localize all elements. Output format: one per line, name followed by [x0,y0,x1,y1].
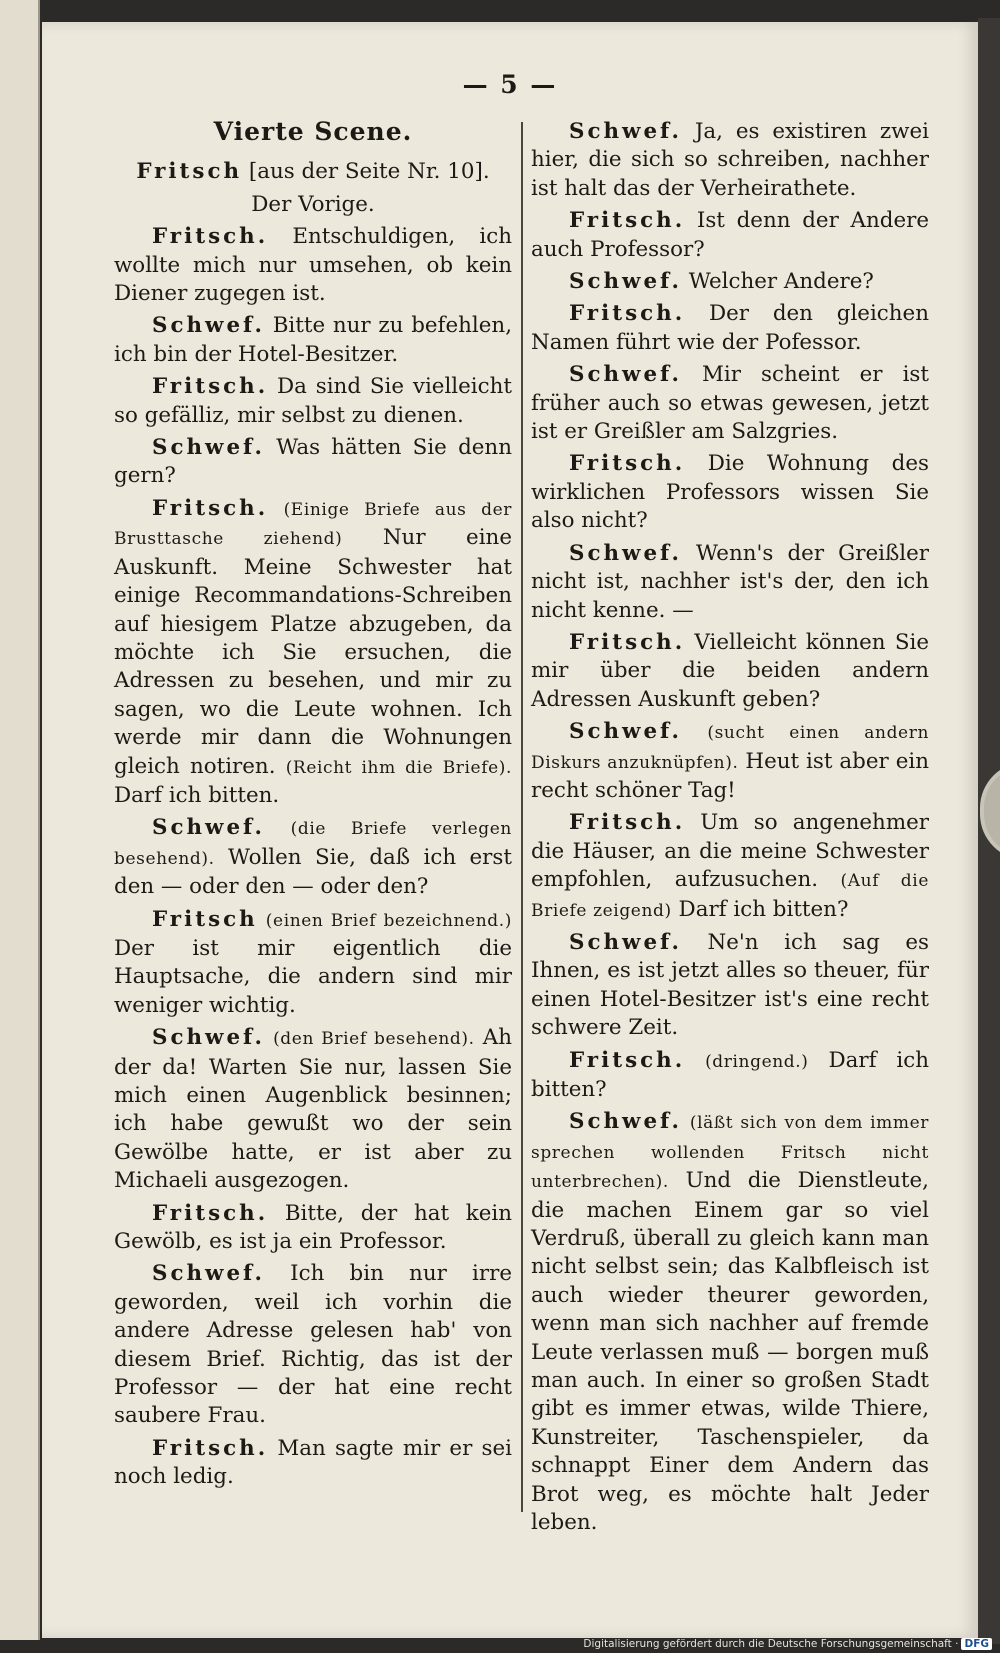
page-number: — 5 — [462,70,558,99]
footer-text: Digitalisierung gefördert durch die Deutsche Forschungsgemeinschaft · [583,1638,959,1650]
speaker-name: Schwef. [569,269,682,295]
dialogue-paragraph [531,1108,929,1537]
dialogue-text: Darf ich bitten? [678,896,849,922]
speaker-name: Fritsch. [152,1200,269,1226]
dialogue-text: Mir scheint er ist früher auch so etwas gewesen, jetzt ist er Greißler am Salzgries. [531,362,929,445]
dialogue-text: Welcher Andere? [688,269,874,295]
dialogue-text: Da sind Sie vielleicht so gefälliz, mir selbst zu dienen. [114,374,512,428]
speaker-name: Schwef. [569,540,682,566]
dialogue-paragraph [531,300,929,357]
speaker-name: Fritsch. [569,208,686,234]
dialogue-text: Nur eine Auskunft. Meine Schwester hat einige Recommandations-Schreiben auf hiesigem Platze abzugeben, da möchte ich Sie ersuchen, die Adressen zu besehen, und mir zu sagen, wo die Leute wohnen. Ich werde mir dann die Wohnungen gleich notiren. [114,525,512,779]
speaker-name: Schwef. [152,435,265,461]
dialogue-paragraph [531,629,929,714]
dialogue-text: Die Wohnung des wirklichen Professors wissen Sie also nicht? [531,451,929,534]
speaker-name: Fritsch. [152,224,269,250]
speaker-name: Fritsch [136,159,243,185]
dialogue-text: Und die Dienstleute, die machen Einem gar so viel Verdruß, überall zu gleich kann man nicht selbst sein; das Kalbfleisch ist auch wieder theurer geworden, wenn man sich nachher auf fremde Leute verlassen muß — borgen muß man auch. In einer so großen Stadt gibt es immer etwas, wilde Thiere, Kunstreiter, Taschenspieler, da schnappt Einer dem Andern das Brot weg, es möchte halt Jeder leben. [531,1168,929,1536]
stage-direction: (Einige Briefe aus der Brusttasche ziehend) [114,499,512,550]
speaker-name: Schwef. [152,815,265,841]
speaker-name: Fritsch [152,906,258,932]
dialogue-text: Ist denn der Andere auch Professor? [531,208,929,262]
stage-direction: (Auf die Briefe zeigend) [531,871,929,921]
right-dialogue [531,118,929,1538]
dialogue-text: Wollen Sie, daß ich erst den — oder den — oder den? [114,844,512,900]
dialogue-paragraph [531,361,929,446]
speaker-name: Fritsch. [569,301,686,327]
speaker-name: Fritsch. [569,810,686,836]
dialogue-paragraph [531,809,929,925]
dialogue-text: Vielleicht können Sie mir über die beiden andern Adressen Auskunft geben? [531,629,929,712]
stage-direction: (läßt sich von dem immer sprechen wollenden Fritsch nicht unterbrechen). [531,1113,929,1193]
dialogue-text: Bitte nur zu befehlen, ich bin der Hotel-Besitzer. [114,313,512,367]
stage-direction: (Reicht ihm die Briefe). [285,757,512,778]
dialogue-text: Darf ich bitten? [531,1047,929,1102]
dialogue-paragraph [114,906,512,1021]
dialogue-paragraph [114,1260,512,1430]
dialogue-paragraph [114,373,512,430]
stage-direction: (den Brief besehend). [273,1029,475,1050]
dialogue-text: Ne'n ich sag es Ihnen, es ist jetzt alles so theuer, für einen Hotel-Besitzer ist's eine recht schwere Zeit. [531,929,929,1041]
dfg-logo: DFG [961,1638,992,1650]
dialogue-text: Ah der da! Warten Sie nur, lassen Sie mich einen Augenblick besinnen; ich habe gewußt wo der sein Gewölbe hatte, er ist aber zu Michaeli ausgezogen. [114,1025,512,1194]
dialogue-paragraph [114,434,512,491]
scene-title: Vierte Scene. [213,117,413,146]
speaker-name: Fritsch. [152,374,269,400]
dialogue-paragraph [531,540,929,625]
dialogue-text: Entschuldigen, ich wollte mich nur umsehen, ob kein Diener zugegen ist. [114,224,512,307]
dialogue-paragraph [531,268,929,296]
dialogue-text: Was hätten Sie denn gern? [114,435,512,489]
column-divider [521,122,523,1512]
dialogue-text: Darf ich bitten. [114,782,280,808]
book-page [42,22,978,1638]
left-dialogue [114,223,512,1491]
speaker-name: Schwef. [152,1261,265,1287]
footer-credit [583,1638,992,1650]
dialogue-text: Man sagte mir er sei noch ledig. [114,1435,512,1490]
dialogue-text: Wenn's der Greißler nicht ist, nachher ist's der, den ich nicht kenne. — [531,540,929,623]
speaker-name: Schwef. [569,362,682,388]
speaker-name: Schwef. [152,313,265,339]
dialogue-paragraph [531,929,929,1043]
speaker-name: Schwef. [569,719,682,745]
speaker-name: Schwef. [569,929,682,955]
dialogue-paragraph [531,118,929,203]
dialogue-text: Der ist mir eigentlich die Hauptsache, die andern sind mir weniger wichtig. [114,935,512,1018]
right-column [531,118,929,1542]
dialogue-text: Der den gleichen Namen führt wie der Pofessor. [531,301,929,355]
speaker-name: Schwef. [569,1109,682,1135]
speaker-name: Fritsch. [569,1047,686,1073]
dialogue-paragraph [114,1200,512,1257]
speaker-name: Fritsch. [152,1435,269,1461]
dialogue-text: Ich bin nur irre geworden, weil ich vorhin die andere Adresse gelesen hab' von diesem Brief. Richtig, das ist der Professor — der hat eine recht saubere Frau. [114,1261,512,1429]
dialogue-paragraph [114,1435,512,1492]
speaker-name: Fritsch. [569,451,686,477]
stage-direction: (die Briefe verlegen besehend). [114,819,512,869]
dialogue-text: Heut ist aber ein recht schöner Tag! [531,748,929,803]
dialogue-text: Bitte, der hat kein Gewölb, es ist ja ein Professor. [114,1200,512,1255]
stage-direction: (sucht einen andern Diskurs anzuknüpfen). [531,723,929,773]
stage-line [114,158,512,186]
speaker-name: Fritsch. [569,629,686,655]
dialogue-paragraph [531,718,929,805]
dialogue-text: Um so angenehmer die Häuser, an die meine Schwester empfohlen, aufzusuchen. [531,810,929,893]
stage-line-second: Der Vorige. [251,191,375,217]
dialogue-paragraph [114,1024,512,1195]
dialogue-paragraph [531,450,929,535]
stage-direction: (dringend.) [705,1051,809,1072]
dialogue-paragraph [531,207,929,264]
dialogue-paragraph [114,312,512,369]
speaker-name: Fritsch. [152,495,269,521]
dialogue-paragraph [114,223,512,308]
speaker-name: Schwef. [152,1025,265,1051]
previous-page-edge [0,0,40,1640]
stage-direction: (einen Brief bezeichnend.) [265,910,512,931]
left-column [114,118,512,1496]
dialogue-paragraph [114,814,512,901]
dialogue-paragraph [114,495,512,810]
speaker-name: Schwef. [569,119,682,144]
stage-direction: [aus der Seite Nr. 10]. [248,159,490,185]
dialogue-text: Ja, es existiren zwei hier, die sich so schreiben, nachher ist halt das der Verheirathete. [531,119,929,201]
dialogue-paragraph [531,1047,929,1105]
